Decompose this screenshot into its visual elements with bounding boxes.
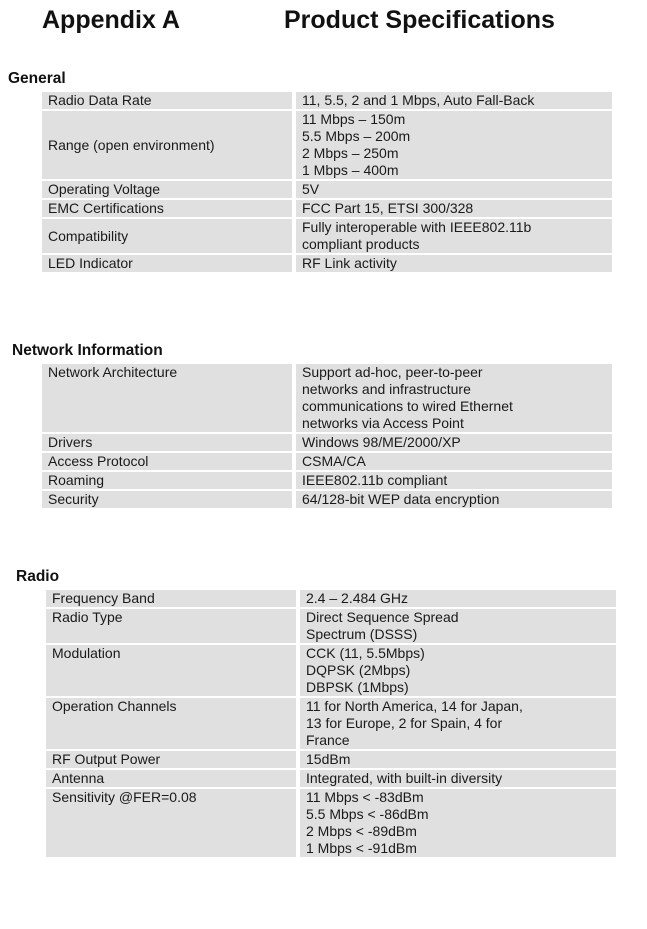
spec-value — [296, 181, 612, 198]
spec-value-line: Support ad-hoc, peer-to-peer — [302, 364, 483, 380]
spec-value — [296, 434, 612, 451]
section-heading: Network Information — [12, 342, 163, 359]
table-row — [46, 698, 616, 749]
spec-label: EMC Certifications — [42, 200, 292, 217]
spec-table-general — [42, 90, 612, 274]
section-radio — [16, 566, 647, 859]
page-title: Product Specifications — [284, 6, 555, 34]
spec-value-line: 5.5 Mbps < -86dBm — [306, 806, 429, 822]
spec-value-line: CCK (11, 5.5Mbps) — [306, 645, 425, 661]
spec-value-line: 13 for Europe, 2 for Spain, 4 for — [306, 715, 503, 731]
spec-value-line: 2.4 – 2.484 GHz — [306, 590, 408, 606]
spec-value-line: 11 Mbps < -83dBm — [306, 789, 424, 805]
spec-value-line: 11 Mbps – 150m — [302, 111, 406, 127]
spec-label: Security — [42, 491, 292, 508]
spec-value — [300, 645, 616, 696]
spec-value-line: networks and infrastructure — [302, 381, 471, 397]
section-network-information — [12, 340, 647, 510]
table-row — [46, 770, 616, 787]
spec-value — [300, 751, 616, 768]
spec-label: Radio Type — [46, 609, 296, 643]
spec-value-line: 64/128-bit WEP data encryption — [302, 491, 500, 507]
spec-value-line: FCC Part 15, ETSI 300/328 — [302, 200, 474, 216]
spec-value — [300, 609, 616, 643]
spec-value-line: 5V — [302, 181, 320, 197]
spec-label: Range (open environment) — [42, 111, 292, 179]
spec-value — [296, 92, 612, 109]
table-row — [42, 111, 612, 179]
spec-label: Radio Data Rate — [42, 92, 292, 109]
spec-value-line: Windows 98/ME/2000/XP — [302, 434, 461, 450]
spec-value-line: 5.5 Mbps – 200m — [302, 128, 411, 144]
table-row — [46, 609, 616, 643]
spec-value-line: Spectrum (DSSS) — [306, 626, 418, 642]
spec-value-line: 11, 5.5, 2 and 1 Mbps, Auto Fall-Back — [302, 92, 535, 108]
spec-table-network — [42, 362, 612, 510]
spec-value — [296, 472, 612, 489]
table-row — [42, 472, 612, 489]
spec-value — [296, 255, 612, 272]
spec-value-line: compliant products — [302, 236, 420, 252]
table-row — [46, 789, 616, 857]
spec-value-line: Integrated, with built-in diversity — [306, 770, 503, 786]
spec-label: Modulation — [46, 645, 296, 696]
spec-value-line: 2 Mbps < -89dBm — [306, 823, 417, 839]
spec-value-line: Direct Sequence Spread — [306, 609, 459, 625]
table-row — [42, 219, 612, 253]
spec-value — [300, 590, 616, 607]
spec-value-line: 15dBm — [306, 751, 351, 767]
spec-value-line: networks via Access Point — [302, 415, 464, 431]
table-row — [42, 92, 612, 109]
spec-label: Frequency Band — [46, 590, 296, 607]
spec-label: Drivers — [42, 434, 292, 451]
spec-value — [300, 770, 616, 787]
table-row — [46, 590, 616, 607]
table-row — [42, 491, 612, 508]
table-row — [42, 453, 612, 470]
spec-value-line: IEEE802.11b compliant — [302, 472, 448, 488]
spec-table-radio — [46, 588, 616, 859]
table-row — [46, 751, 616, 768]
spec-label: Operation Channels — [46, 698, 296, 749]
table-row — [42, 200, 612, 217]
spec-label: Operating Voltage — [42, 181, 292, 198]
spec-label: Compatibility — [42, 219, 292, 253]
table-row — [42, 181, 612, 198]
spec-value — [300, 698, 616, 749]
spec-label: LED Indicator — [42, 255, 292, 272]
spec-value-line: 11 for North America, 14 for Japan, — [306, 698, 523, 714]
section-heading: General — [8, 70, 66, 87]
table-row — [42, 434, 612, 451]
spec-value — [296, 200, 612, 217]
spec-label: Sensitivity @FER=0.08 — [46, 789, 296, 857]
spec-label: Network Architecture — [42, 364, 292, 432]
spec-value-line: Fully interoperable with IEEE802.11b — [302, 219, 532, 235]
spec-value-line: RF Link activity — [302, 255, 397, 271]
spec-value-line: CSMA/CA — [302, 453, 366, 469]
spec-value-line: DBPSK (1Mbps) — [306, 679, 409, 695]
spec-value-line: 2 Mbps – 250m — [302, 145, 399, 161]
spec-value-line: DQPSK (2Mbps) — [306, 662, 411, 678]
spec-value — [296, 364, 612, 432]
spec-value — [296, 111, 612, 179]
page-header — [0, 6, 647, 46]
spec-value — [296, 219, 612, 253]
table-row — [46, 645, 616, 696]
spec-label: Roaming — [42, 472, 292, 489]
spec-label: Access Protocol — [42, 453, 292, 470]
section-general — [8, 68, 647, 274]
spec-label: RF Output Power — [46, 751, 296, 768]
spec-value-line: France — [306, 732, 350, 748]
appendix-label: Appendix A — [42, 6, 180, 34]
spec-value-line: 1 Mbps < -91dBm — [306, 840, 417, 856]
spec-value — [296, 453, 612, 470]
spec-value-line: communications to wired Ethernet — [302, 398, 513, 414]
spec-value — [300, 789, 616, 857]
spec-value — [296, 491, 612, 508]
spec-value-line: 1 Mbps – 400m — [302, 162, 399, 178]
section-heading: Radio — [16, 568, 60, 585]
table-row — [42, 364, 612, 432]
spec-label: Antenna — [46, 770, 296, 787]
table-row — [42, 255, 612, 272]
